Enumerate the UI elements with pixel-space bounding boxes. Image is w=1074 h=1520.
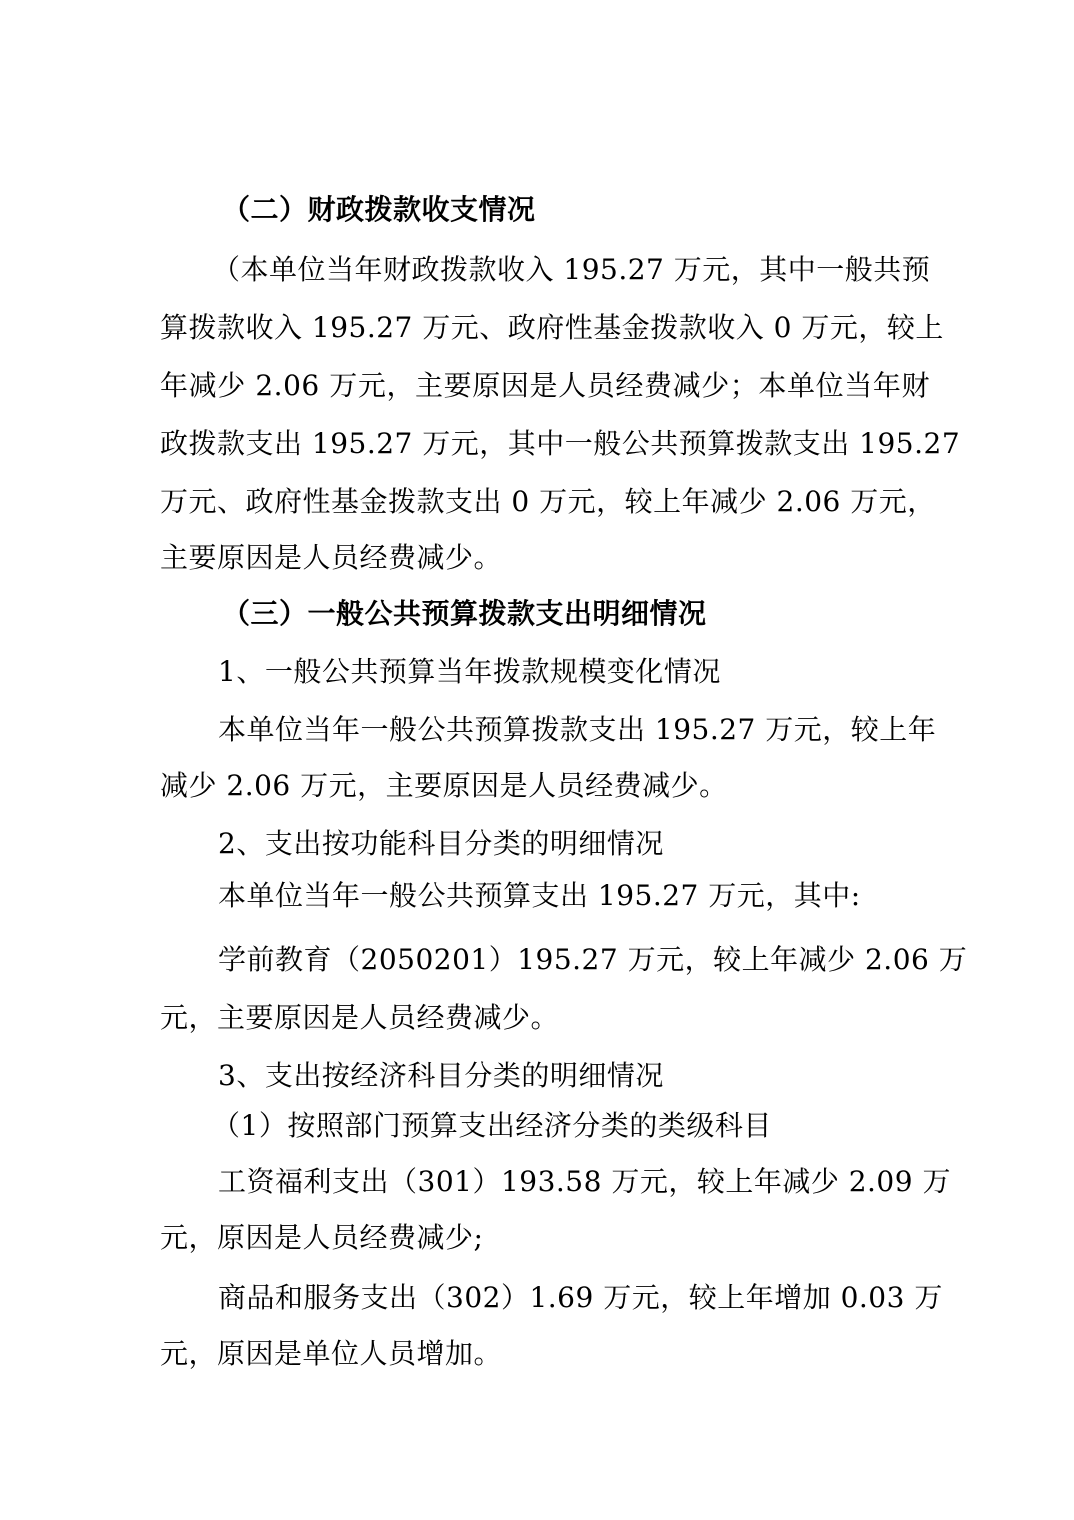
paragraph-line: 算拨款收入 195.27 万元、政府性基金拨款收入 0 万元，较上 [160,311,944,344]
item-title: 3、支出按经济科目分类的明细情况 [218,1059,664,1092]
paragraph-line: 元，主要原因是人员经费减少。 [160,1001,560,1034]
paragraph-line: 政拨款支出 195.27 万元，其中一般公共预算拨款支出 195.27 [160,427,961,460]
paragraph-line: 年减少 2.06 万元，主要原因是人员经费减少；本单位当年财 [160,369,930,402]
paragraph-line: 元，原因是单位人员增加。 [160,1337,503,1370]
item-title: 2、支出按功能科目分类的明细情况 [218,827,664,860]
section-heading-general-budget-detail: （三）一般公共预算拨款支出明细情况 [222,597,707,630]
item-title: 1、一般公共预算当年拨款规模变化情况 [218,655,721,688]
paragraph-line: 主要原因是人员经费减少。 [160,541,503,574]
paragraph-line: 学前教育（2050201）195.27 万元，较上年减少 2.06 万 [218,943,968,976]
paragraph-line: 本单位当年一般公共预算支出 195.27 万元，其中: [218,879,861,912]
section-heading-fiscal-appropriation: （二）财政拨款收支情况 [222,193,536,226]
paragraph-line: 工资福利支出（301）193.58 万元，较上年减少 2.09 万 [218,1165,951,1198]
paragraph-line: 商品和服务支出（302）1.69 万元，较上年增加 0.03 万 [218,1281,943,1314]
paragraph-line: 减少 2.06 万元，主要原因是人员经费减少。 [160,769,728,802]
paragraph-line: （本单位当年财政拨款收入 195.27 万元，其中一般共预 [212,253,931,286]
paragraph-line: 本单位当年一般公共预算拨款支出 195.27 万元，较上年 [218,713,937,746]
subitem-title: （1）按照部门预算支出经济分类的类级科目 [212,1109,772,1142]
paragraph-line: 万元、政府性基金拨款支出 0 万元，较上年减少 2.06 万元， [160,485,936,518]
paragraph-line: 元，原因是人员经费减少; [160,1221,484,1254]
